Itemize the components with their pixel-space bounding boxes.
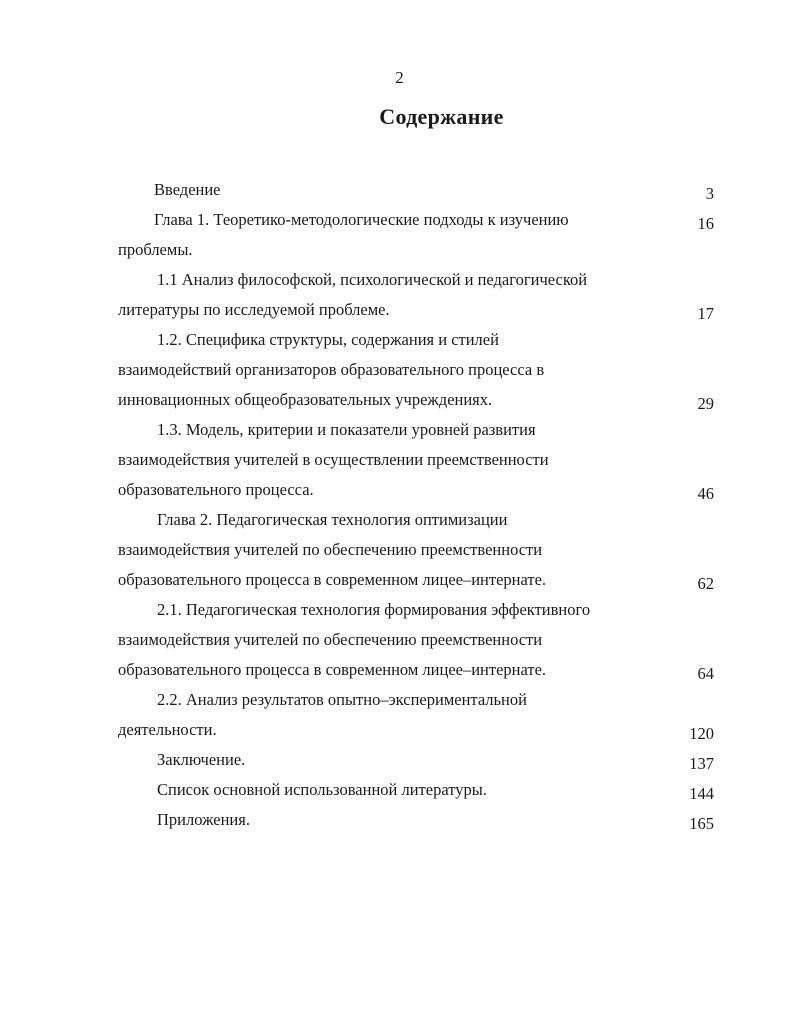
toc-page-conclusion: 137 [689, 754, 714, 773]
toc-page-section-1-2: 29 [697, 394, 714, 413]
toc-item-introduction: Введение [154, 180, 221, 199]
toc-item-section-1-3-cont: взаимодействия учителей в осуществлении преемственности [118, 450, 549, 469]
toc-item-section-1-3: 1.3. Модель, критерии и показатели уровней развития [157, 420, 536, 439]
toc-page-chapter-2: 62 [697, 574, 714, 593]
toc-page-introduction: 3 [705, 184, 714, 203]
toc-item-chapter-2: Глава 2. Педагогическая технология оптимизации [157, 510, 508, 529]
toc-item-section-2-1-cont: образовательного процесса в современном лицее–интернате. [118, 660, 547, 679]
toc-page-chapter-1: 16 [697, 214, 714, 233]
toc-item-section-2-2-cont: деятельности. [118, 720, 217, 739]
toc-page-section-1-1: 17 [697, 304, 714, 323]
toc-item-section-1-2-cont: инновационных общеобразовательных учреждениях. [118, 390, 493, 409]
toc-item-chapter-1: Глава 1. Теоретико-методологические подходы к изучению [154, 210, 569, 229]
toc-page-section-2-2: 120 [689, 724, 714, 743]
toc-item-section-1-1-cont: литературы по исследуемой проблеме. [118, 300, 390, 319]
toc-item-section-1-3-cont: образовательного процесса. [118, 480, 314, 499]
toc-item-chapter-1-cont: проблемы. [118, 240, 193, 259]
toc-item-chapter-2-cont: образовательного процесса в современном лицее–интернате. [118, 570, 547, 589]
toc-item-chapter-2-cont: взаимодействия учителей по обеспечению преемственности [118, 540, 543, 559]
toc-item-section-2-1-cont: взаимодействия учителей по обеспечению преемственности [118, 630, 543, 649]
toc-item-section-2-2: 2.2. Анализ результатов опытно–экспериментальной [157, 690, 527, 709]
toc-item-section-1-2: 1.2. Специфика структуры, содержания и стилей [157, 330, 499, 349]
page-title: Содержание [379, 104, 504, 129]
toc-page-bibliography: 144 [689, 784, 714, 803]
toc-page-section-2-1: 64 [697, 664, 714, 683]
toc-item-section-1-1: 1.1 Анализ философской, психологической и педагогической [157, 270, 588, 289]
toc-item-bibliography: Список основной использованной литературы. [157, 780, 487, 799]
toc-item-section-1-2-cont: взаимодействий организаторов образовательного процесса в [118, 360, 545, 379]
toc-page-appendices: 165 [689, 814, 714, 833]
page-number: 2 [395, 68, 404, 87]
toc-page-section-1-3: 46 [697, 484, 714, 503]
toc-item-section-2-1: 2.1. Педагогическая технология формирования эффективного [157, 600, 591, 619]
toc-item-appendices: Приложения. [157, 810, 250, 829]
toc-item-conclusion: Заключение. [157, 750, 246, 769]
